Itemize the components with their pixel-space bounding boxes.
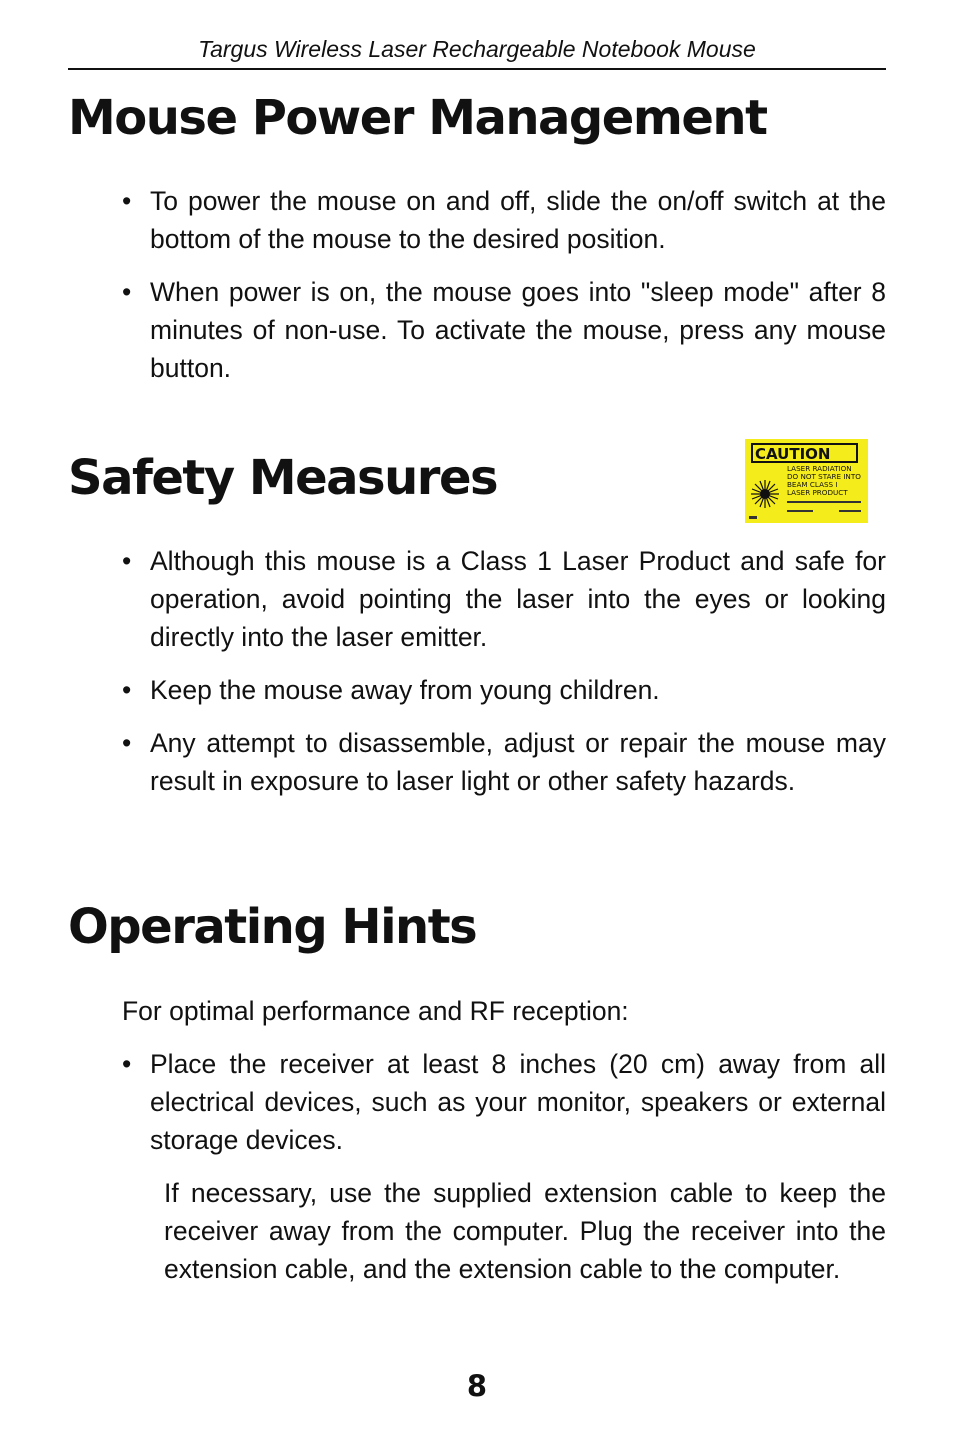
page-number: 8 (466, 1369, 488, 1403)
header-divider (68, 68, 886, 70)
caution-heading: CAUTION (755, 445, 831, 463)
bullet-icon: • (122, 728, 132, 758)
list-item (122, 671, 886, 709)
section-title-operating-hints: Operating Hints (68, 899, 477, 955)
list-item-text: To power the mouse on and off, slide the on/off switch at the bottom of the mouse to the desired position. (150, 186, 886, 254)
bullet-icon: • (122, 1049, 132, 1079)
bullet-icon: • (122, 675, 132, 705)
section-title-safety-measures: Safety Measures (68, 450, 498, 506)
list-item (122, 273, 886, 387)
section-title-power-management: Mouse Power Management (68, 90, 767, 146)
operating-hints-list (122, 1045, 886, 1174)
caution-line: LASER PRODUCT (787, 488, 848, 497)
list-item (122, 542, 886, 656)
running-header: Targus Wireless Laser Rechargeable Notebook Mouse (198, 36, 756, 62)
safety-measures-list (122, 542, 886, 815)
operating-hints-intro: For optimal performance and RF reception: (122, 996, 629, 1026)
laser-caution-label (745, 439, 868, 523)
bullet-icon: • (122, 546, 132, 576)
list-item-text: Any attempt to disassemble, adjust or repair the mouse may result in exposure to laser light or other safety hazards. (150, 728, 886, 796)
laser-starburst-icon (751, 480, 779, 508)
extension-cable-note: If necessary, use the supplied extension cable to keep the receiver away from the computer. Plug the receiver into the extension cable, and the extension cable to the computer. (164, 1178, 886, 1284)
power-management-list (122, 182, 886, 402)
bullet-icon: • (122, 277, 132, 307)
list-item (122, 182, 886, 258)
bullet-icon: • (122, 186, 132, 216)
list-item-text: Although this mouse is a Class 1 Laser Product and safe for operation, avoid pointing the laser into the eyes or looking directly into the laser emitter. (150, 546, 886, 652)
caution-line: LASER RADIATION (787, 464, 852, 473)
list-item (122, 1045, 886, 1159)
caution-line: DO NOT STARE INTO (787, 472, 861, 481)
list-item-text: When power is on, the mouse goes into "sleep mode" after 8 minutes of non-use. To activate the mouse, press any mouse button. (150, 277, 886, 383)
list-item (122, 724, 886, 800)
list-item-text: Place the receiver at least 8 inches (20 cm) away from all electrical devices, such as your monitor, speakers or external storage devices. (150, 1049, 886, 1155)
caution-line: BEAM CLASS I (787, 480, 838, 489)
list-item-text: Keep the mouse away from young children. (150, 675, 660, 705)
